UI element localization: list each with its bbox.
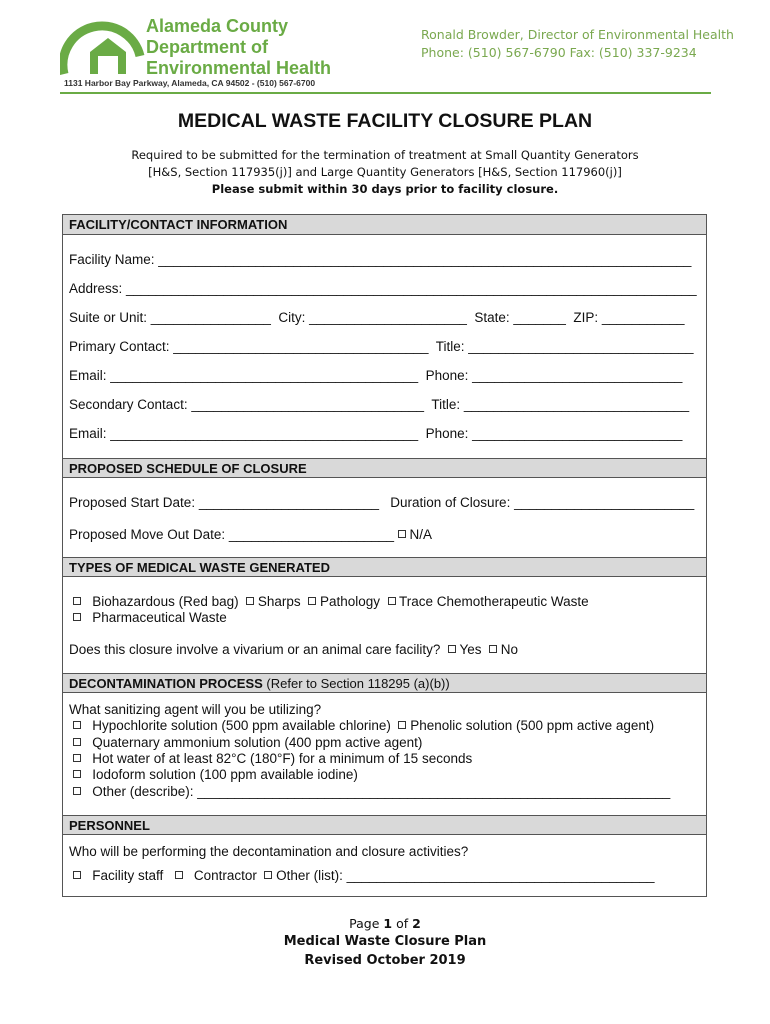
- suite-city-state-zip-fields[interactable]: Suite or Unit: ________________ City: _____________________ State: _______ ZIP: ___________: [69, 310, 685, 325]
- quaternary-label: Quaternary ammonium solution (400 ppm active agent): [92, 735, 423, 750]
- na-label: N/A: [409, 527, 433, 542]
- iodoform-label: Iodoform solution (100 ppm available iodine): [92, 767, 358, 782]
- section-schedule-heading: PROPOSED SCHEDULE OF CLOSURE: [63, 458, 706, 478]
- header-divider: [60, 92, 711, 94]
- section-personnel-heading: PERSONNEL: [63, 815, 706, 835]
- start-duration-fields[interactable]: Proposed Start Date: ________________________ Duration of Closure: ________________________: [69, 495, 695, 510]
- vivarium-no-checkbox[interactable]: [489, 645, 497, 653]
- page-current: 1: [383, 916, 393, 931]
- decon-row1: [73, 718, 654, 733]
- contractor-checkbox[interactable]: [175, 871, 183, 879]
- vivarium-question-row: [69, 642, 518, 657]
- agency-logo: [60, 16, 146, 78]
- subtitle-line1: Required to be submitted for the termination of treatment at Small Quantity Generators: [131, 148, 639, 162]
- move-out-date-field[interactable]: [69, 527, 432, 542]
- page-number: [0, 916, 770, 931]
- chemo-label: Trace Chemotherapeutic Waste: [399, 594, 589, 609]
- org-address: 1131 Harbor Bay Parkway, Alameda, CA 94502 - (510) 567-6700: [64, 78, 316, 88]
- decon-row4: [73, 767, 358, 782]
- page-prefix: Page: [349, 916, 384, 931]
- contractor-label: Contractor: [193, 868, 257, 883]
- vivarium-question: Does this closure involve a vivarium or an animal care facility?: [69, 642, 441, 657]
- footer-revision: Revised October 2019: [304, 953, 466, 968]
- page-of: of: [392, 916, 413, 931]
- section-facility-heading: FACILITY/CONTACT INFORMATION: [63, 215, 706, 235]
- na-checkbox[interactable]: [398, 530, 406, 538]
- org-name: [146, 16, 331, 79]
- secondary-contact-field[interactable]: Secondary Contact: _______________________________ Title: ______________________________: [69, 397, 690, 412]
- pathology-checkbox[interactable]: [308, 597, 316, 605]
- biohazard-checkbox[interactable]: [73, 597, 81, 605]
- waste-types-row2: [73, 610, 227, 625]
- waste-types-row1: [73, 594, 589, 609]
- section-waste-types-heading: TYPES OF MEDICAL WASTE GENERATED: [63, 557, 706, 577]
- decon-heading-note: (Refer to Section 118295 (a)(b)): [262, 676, 450, 691]
- hot-water-label: Hot water of at least 82°C (180°F) for a minimum of 15 seconds: [92, 751, 473, 766]
- other-personnel-field[interactable]: Other (list): _________________________________________: [276, 868, 655, 883]
- org-name-line3: Environmental Health: [146, 58, 332, 78]
- primary-email-phone-field[interactable]: Email: _________________________________________ Phone: ____________________________: [69, 368, 683, 383]
- facility-name-field[interactable]: Facility Name: _______________________________________________________________________: [69, 252, 692, 267]
- subtitle-line3: Please submit within 30 days prior to facility closure.: [211, 182, 559, 196]
- org-name-line1: Alameda County: [146, 16, 289, 36]
- phenolic-label: Phenolic solution (500 ppm active agent): [410, 718, 655, 733]
- hot-water-checkbox[interactable]: [73, 754, 81, 762]
- pathology-label: Pathology: [319, 594, 380, 609]
- personnel-question: Who will be performing the decontamination and closure activities?: [69, 844, 469, 859]
- vivarium-yes-label: Yes: [459, 642, 482, 657]
- move-out-date-text: Proposed Move Out Date: ______________________: [69, 527, 398, 542]
- biohazard-label: Biohazardous (Red bag): [92, 594, 239, 609]
- primary-contact-field[interactable]: Primary Contact: __________________________________ Title: ______________________________: [69, 339, 694, 354]
- org-name-line2: Department of: [146, 37, 269, 57]
- decon-row5: [73, 784, 670, 799]
- pharmaceutical-label: Pharmaceutical Waste: [92, 610, 227, 625]
- sharps-label: Sharps: [257, 594, 301, 609]
- address-field[interactable]: Address: ____________________________________________________________________________: [69, 281, 697, 296]
- closure-plan-form: [62, 214, 707, 897]
- decon-heading-text: DECONTAMINATION PROCESS: [69, 676, 263, 691]
- secondary-email-phone-field[interactable]: Email: _________________________________________ Phone: ____________________________: [69, 426, 683, 441]
- hypochlorite-label: Hypochlorite solution (500 ppm available chlorine): [92, 718, 391, 733]
- vivarium-yes-checkbox[interactable]: [448, 645, 456, 653]
- director-line: Ronald Browder, Director of Environmental Health: [421, 27, 734, 42]
- phone-fax-line: Phone: (510) 567-6790 Fax: (510) 337-9234: [421, 45, 697, 60]
- phenolic-checkbox[interactable]: [398, 721, 406, 729]
- sharps-checkbox[interactable]: [246, 597, 254, 605]
- page-title: MEDICAL WASTE FACILITY CLOSURE PLAN: [177, 110, 593, 132]
- other-personnel-checkbox[interactable]: [264, 871, 272, 879]
- quaternary-checkbox[interactable]: [73, 738, 81, 746]
- other-agent-field[interactable]: Other (describe): _______________________________________________________________: [92, 784, 671, 799]
- other-agent-checkbox[interactable]: [73, 787, 81, 795]
- page-total: 2: [412, 916, 421, 931]
- chemo-checkbox[interactable]: [388, 597, 396, 605]
- hypochlorite-checkbox[interactable]: [73, 721, 81, 729]
- sanitizing-question: What sanitizing agent will you be utilizing?: [69, 702, 322, 717]
- facility-staff-checkbox[interactable]: [73, 871, 81, 879]
- decon-row2: [73, 735, 422, 750]
- decon-row3: [73, 751, 472, 766]
- facility-staff-label: Facility staff: [92, 868, 164, 883]
- personnel-row: [73, 868, 654, 883]
- footer-doc-name: Medical Waste Closure Plan: [283, 934, 487, 949]
- director-contact: [421, 26, 734, 62]
- iodoform-checkbox[interactable]: [73, 770, 81, 778]
- vivarium-no-label: No: [500, 642, 519, 657]
- subtitle-line2: [H&S, Section 117935(j)] and Large Quantity Generators [H&S, Section 117960(j)]: [148, 165, 622, 179]
- pharmaceutical-checkbox[interactable]: [73, 613, 81, 621]
- section-decon-heading: [63, 673, 706, 693]
